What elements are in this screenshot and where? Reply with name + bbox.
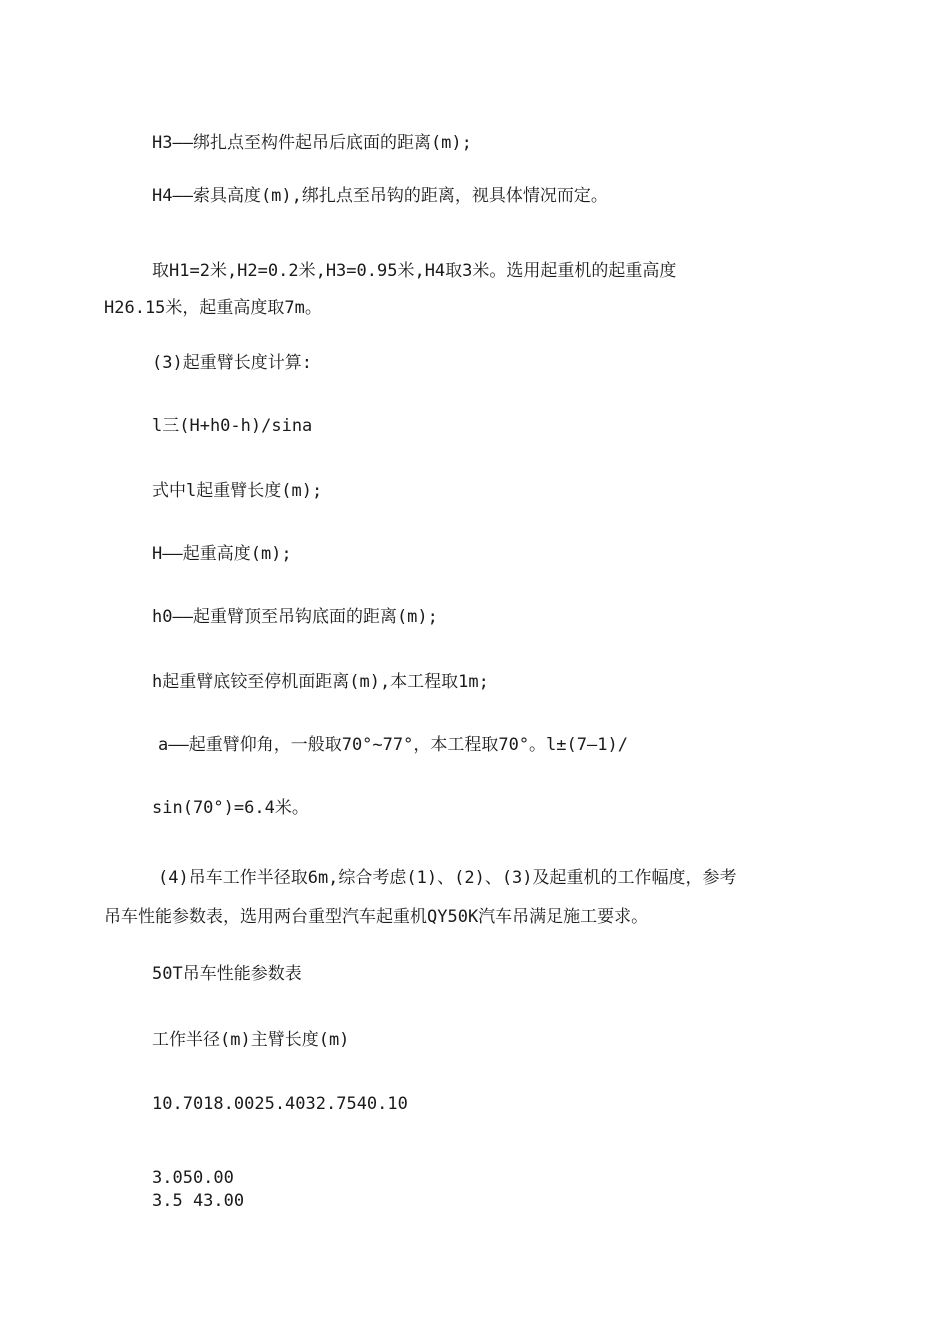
definition-h-lower: h起重臂底铰至停机面距离(m),本工程取1m; (152, 672, 489, 692)
formula-boom-length: l三(H+h0-h)/sina (152, 416, 313, 436)
paragraph-working-radius: (4)吊车工作半径取6m,综合考虑(1)、(2)、(3)及起重机的工作幅度，参考 (158, 868, 737, 888)
section-heading-boom-length: (3)起重臂长度计算: (152, 353, 312, 373)
paragraph-height-values: 取H1=2米,H2=0.2米,H3=0.95米,H4取3米。选用起重机的起重高度 (152, 261, 677, 281)
definition-l: 式中l起重臂长度(m); (152, 481, 323, 501)
definition-h-upper: H——起重高度(m); (152, 544, 292, 564)
boom-length-result: sin(70°)=6.4米。 (152, 798, 309, 818)
table-row: 3.050.00 (152, 1168, 234, 1188)
definition-angle: a——起重臂仰角，一般取70°~77°，本工程取70°。l±(7—1)/ (158, 735, 628, 755)
paragraph-h3-definition: H3——绑扎点至构件起吊后底面的距离(m); (152, 133, 472, 153)
table-boom-lengths-row: 10.7018.0025.4032.7540.10 (152, 1094, 408, 1114)
table-row: 3.5 43.00 (152, 1191, 245, 1211)
paragraph-working-radius-cont: 吊车性能参数表，选用两台重型汽车起重机QY50K汽车吊满足施工要求。 (104, 907, 649, 927)
paragraph-h4-definition: H4——索具高度(m),绑扎点至吊钩的距离，视具体情况而定。 (152, 186, 608, 206)
paragraph-height-values-cont: H26.15米，起重高度取7m。 (104, 298, 322, 318)
definition-h0: h0——起重臂顶至吊钩底面的距离(m); (152, 607, 438, 627)
table-title: 50T吊车性能参数表 (152, 964, 302, 984)
table-header: 工作半径(m)主臂长度(m) (152, 1030, 350, 1050)
